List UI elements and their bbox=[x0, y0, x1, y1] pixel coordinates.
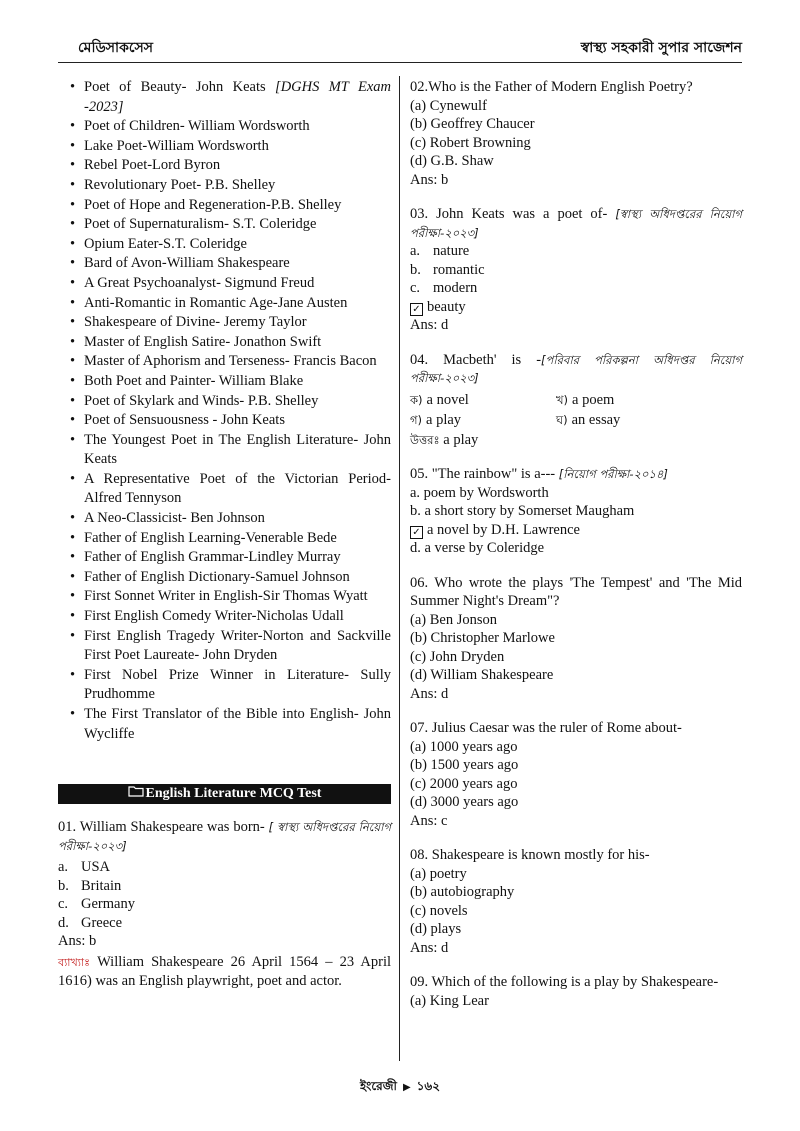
option: খ) a poem bbox=[556, 391, 615, 408]
option: a. USA bbox=[58, 859, 111, 876]
option: (d) 3000 years ago bbox=[410, 794, 519, 810]
question-03 bbox=[410, 205, 742, 335]
list-item: • Poet of Beauty- John Keats [DGHS MT Exam -2023] bbox=[58, 78, 391, 117]
list-item: • Shakespeare of Divine- Jeremy Taylor bbox=[58, 313, 391, 333]
footer-subject: ইংরেজী bbox=[359, 1079, 397, 1093]
option: ঘ) an essay bbox=[556, 412, 621, 428]
list-item: • Master of Aphorism and Terseness- Francis Bacon bbox=[58, 352, 391, 372]
list-item: • Revolutionary Poet- P.B. Shelley bbox=[58, 176, 391, 196]
question-07-text: 07. Julius Caesar was the ruler of Rome about- bbox=[410, 720, 682, 736]
question-01-tag: [ স্বাস্থ্য অধিদপ্তরের নিয়োগ পরীক্ষা-২০২৩] bbox=[58, 820, 392, 853]
question-01-text: 01. William Shakespeare was born- bbox=[58, 819, 269, 836]
option: (d) G.B. Shaw bbox=[410, 153, 494, 169]
option: (c) Robert Browning bbox=[410, 134, 531, 151]
section-title-bar bbox=[58, 784, 391, 804]
left-column bbox=[58, 78, 391, 991]
option: ক) a novel bbox=[410, 391, 469, 408]
option: (c) John Dryden bbox=[410, 648, 505, 665]
answer: Ans: d bbox=[410, 939, 449, 956]
answer: Ans: d bbox=[410, 317, 449, 333]
list-item: • The First Translator of the Bible into English- John Wycliffe bbox=[58, 705, 391, 744]
question-03-text: 03. John Keats was a poet of- bbox=[410, 206, 616, 222]
question-04-text: 04. Macbeth' is - bbox=[410, 351, 542, 368]
answer: Ans: c bbox=[410, 812, 448, 829]
section-title: English Literature MCQ Test bbox=[145, 786, 322, 802]
answer: উত্তরঃ a play bbox=[410, 431, 479, 448]
list-item: • Both Poet and Painter- William Blake bbox=[58, 372, 391, 392]
list-item: • A Great Psychoanalyst- Sigmund Freud bbox=[58, 274, 391, 294]
option: b. romantic bbox=[410, 261, 485, 278]
list-item: • First English Tragedy Writer-Norton and Sackville First Poet Laureate- John Dryden bbox=[58, 627, 391, 666]
option: গ) a play bbox=[410, 412, 462, 428]
question-06-text: 06. Who wrote the plays 'The Tempest' and 'The Mid Summer Night's Dream"? bbox=[410, 574, 742, 609]
option: b. a short story by Somerset Maugham bbox=[410, 503, 635, 519]
question-02 bbox=[410, 78, 742, 189]
column-divider bbox=[399, 76, 400, 1061]
checkbox-checked-icon: ✓ bbox=[410, 526, 423, 539]
option: b. Britain bbox=[58, 877, 122, 894]
list-item: • The Youngest Poet in The English Literature- John Keats bbox=[58, 431, 391, 470]
option: c. Germany bbox=[58, 896, 135, 913]
list-item: • First English Comedy Writer-Nicholas Udall bbox=[58, 607, 391, 627]
option: (a) King Lear bbox=[410, 992, 489, 1009]
question-05-tag: [নিয়োগ পরীক্ষা-২০১৪] bbox=[558, 467, 668, 481]
question-04-tag: [পরিবার পরিকল্পনা অধিদপ্তর নিয়োগ পরীক্ষা-২০২৩] bbox=[410, 352, 742, 385]
explanation-text: William Shakespeare 26 April 1564 – 23 April 1616) was an English playwright, poet and actor. bbox=[58, 953, 391, 990]
option: (b) Christopher Marlowe bbox=[410, 630, 555, 646]
list-item: • Bard of Avon-William Shakespeare bbox=[58, 254, 391, 274]
question-04 bbox=[410, 351, 742, 450]
option: c. modern bbox=[410, 280, 478, 296]
question-03-tag: [স্বাস্থ্য অধিদপ্তরের নিয়োগ পরীক্ষা-২০২৩] bbox=[410, 207, 742, 240]
question-08 bbox=[410, 846, 742, 957]
answer: Ans: d bbox=[410, 685, 449, 702]
list-item: • A Representative Poet of the Victorian Period- Alfred Tennyson bbox=[58, 470, 391, 509]
answer: Ans: b bbox=[410, 171, 449, 188]
option: (b) 1500 years ago bbox=[410, 757, 519, 773]
option: (c) novels bbox=[410, 902, 468, 919]
question-09-text: 09. Which of the following is a play by Shakespeare- bbox=[410, 974, 719, 990]
exam-tag: [DGHS MT Exam -2023] bbox=[84, 79, 391, 115]
list-item: • Poet of Children- William Wordsworth bbox=[58, 117, 391, 137]
option: (a) 1000 years ago bbox=[410, 738, 518, 755]
option: (a) Ben Jonson bbox=[410, 611, 497, 628]
list-item: • Poet of Supernaturalism- S.T. Coleridge bbox=[58, 215, 391, 235]
right-column bbox=[410, 78, 742, 1010]
list-item: • A Neo-Classicist- Ben Johnson bbox=[58, 509, 391, 529]
list-item: • Father of English Learning-Venerable Bede bbox=[58, 529, 391, 549]
header-rule bbox=[58, 62, 742, 63]
question-02-text: 02.Who is the Father of Modern English Poetry? bbox=[410, 79, 693, 95]
option: d. a verse by Coleridge bbox=[410, 540, 545, 556]
question-06 bbox=[410, 574, 742, 704]
option: d. Greece bbox=[58, 914, 123, 931]
list-item: • Anti-Romantic in Romantic Age-Jane Austen bbox=[58, 294, 391, 314]
header-left-title: মেডিসাকসেস bbox=[78, 40, 153, 56]
list-item: • Poet of Skylark and Winds- P.B. Shelley bbox=[58, 392, 391, 412]
question-05 bbox=[410, 465, 742, 558]
list-item: • Opium Eater-S.T. Coleridge bbox=[58, 235, 391, 255]
question-09 bbox=[410, 973, 742, 1010]
question-05-text: 05. "The rainbow" is a--- bbox=[410, 466, 559, 482]
option: (c) 2000 years ago bbox=[410, 775, 518, 792]
option: (b) Geoffrey Chaucer bbox=[410, 116, 535, 132]
list-item: • First Nobel Prize Winner in Literature- Sully Prudhomme bbox=[58, 666, 391, 705]
list-item: • Lake Poet-William Wordsworth bbox=[58, 137, 391, 157]
question-04-options bbox=[410, 391, 742, 430]
explanation bbox=[58, 953, 391, 991]
question-08-text: 08. Shakespeare is known mostly for his- bbox=[410, 847, 650, 863]
list-item: • First Sonnet Writer in English-Sir Thomas Wyatt bbox=[58, 587, 391, 607]
list-item: • Master of English Satire- Jonathon Swift bbox=[58, 333, 391, 353]
option-checked: ✓ beauty bbox=[410, 298, 742, 317]
header-right-title: স্বাস্থ্য সহকারী সুপার সাজেশন bbox=[580, 40, 742, 56]
option: (a) Cynewulf bbox=[410, 97, 487, 114]
question-01-options bbox=[58, 858, 391, 932]
page-number: ১৬২ bbox=[416, 1079, 441, 1093]
list-item: • Father of English Grammar-Lindley Murray bbox=[58, 548, 391, 568]
option: (b) autobiography bbox=[410, 884, 515, 900]
folder-icon bbox=[128, 784, 144, 804]
option: (a) poetry bbox=[410, 865, 467, 882]
question-01 bbox=[58, 818, 391, 991]
answer: Ans: b bbox=[58, 933, 97, 950]
page-header bbox=[58, 36, 742, 60]
option: a. nature bbox=[410, 243, 470, 259]
list-item: • Poet of Hope and Regeneration-P.B. Shelley bbox=[58, 196, 391, 216]
list-item: • Rebel Poet-Lord Byron bbox=[58, 156, 391, 176]
triangle-right-icon: ▶ bbox=[402, 1082, 411, 1093]
checkbox-checked-icon: ✓ bbox=[410, 303, 423, 316]
option-checked: ✓ a novel by D.H. Lawrence bbox=[410, 521, 742, 540]
list-item: • Father of English Dictionary-Samuel Johnson bbox=[58, 568, 391, 588]
question-07 bbox=[410, 719, 742, 830]
option: (d) William Shakespeare bbox=[410, 667, 554, 683]
option: (d) plays bbox=[410, 921, 462, 937]
list-item: • Poet of Sensuousness - John Keats bbox=[58, 411, 391, 431]
explanation-label: ব্যাখ্যাঃ bbox=[58, 955, 90, 969]
poet-titles-list bbox=[58, 78, 391, 744]
option: a. poem by Wordsworth bbox=[410, 484, 549, 501]
page-footer bbox=[0, 1078, 800, 1098]
